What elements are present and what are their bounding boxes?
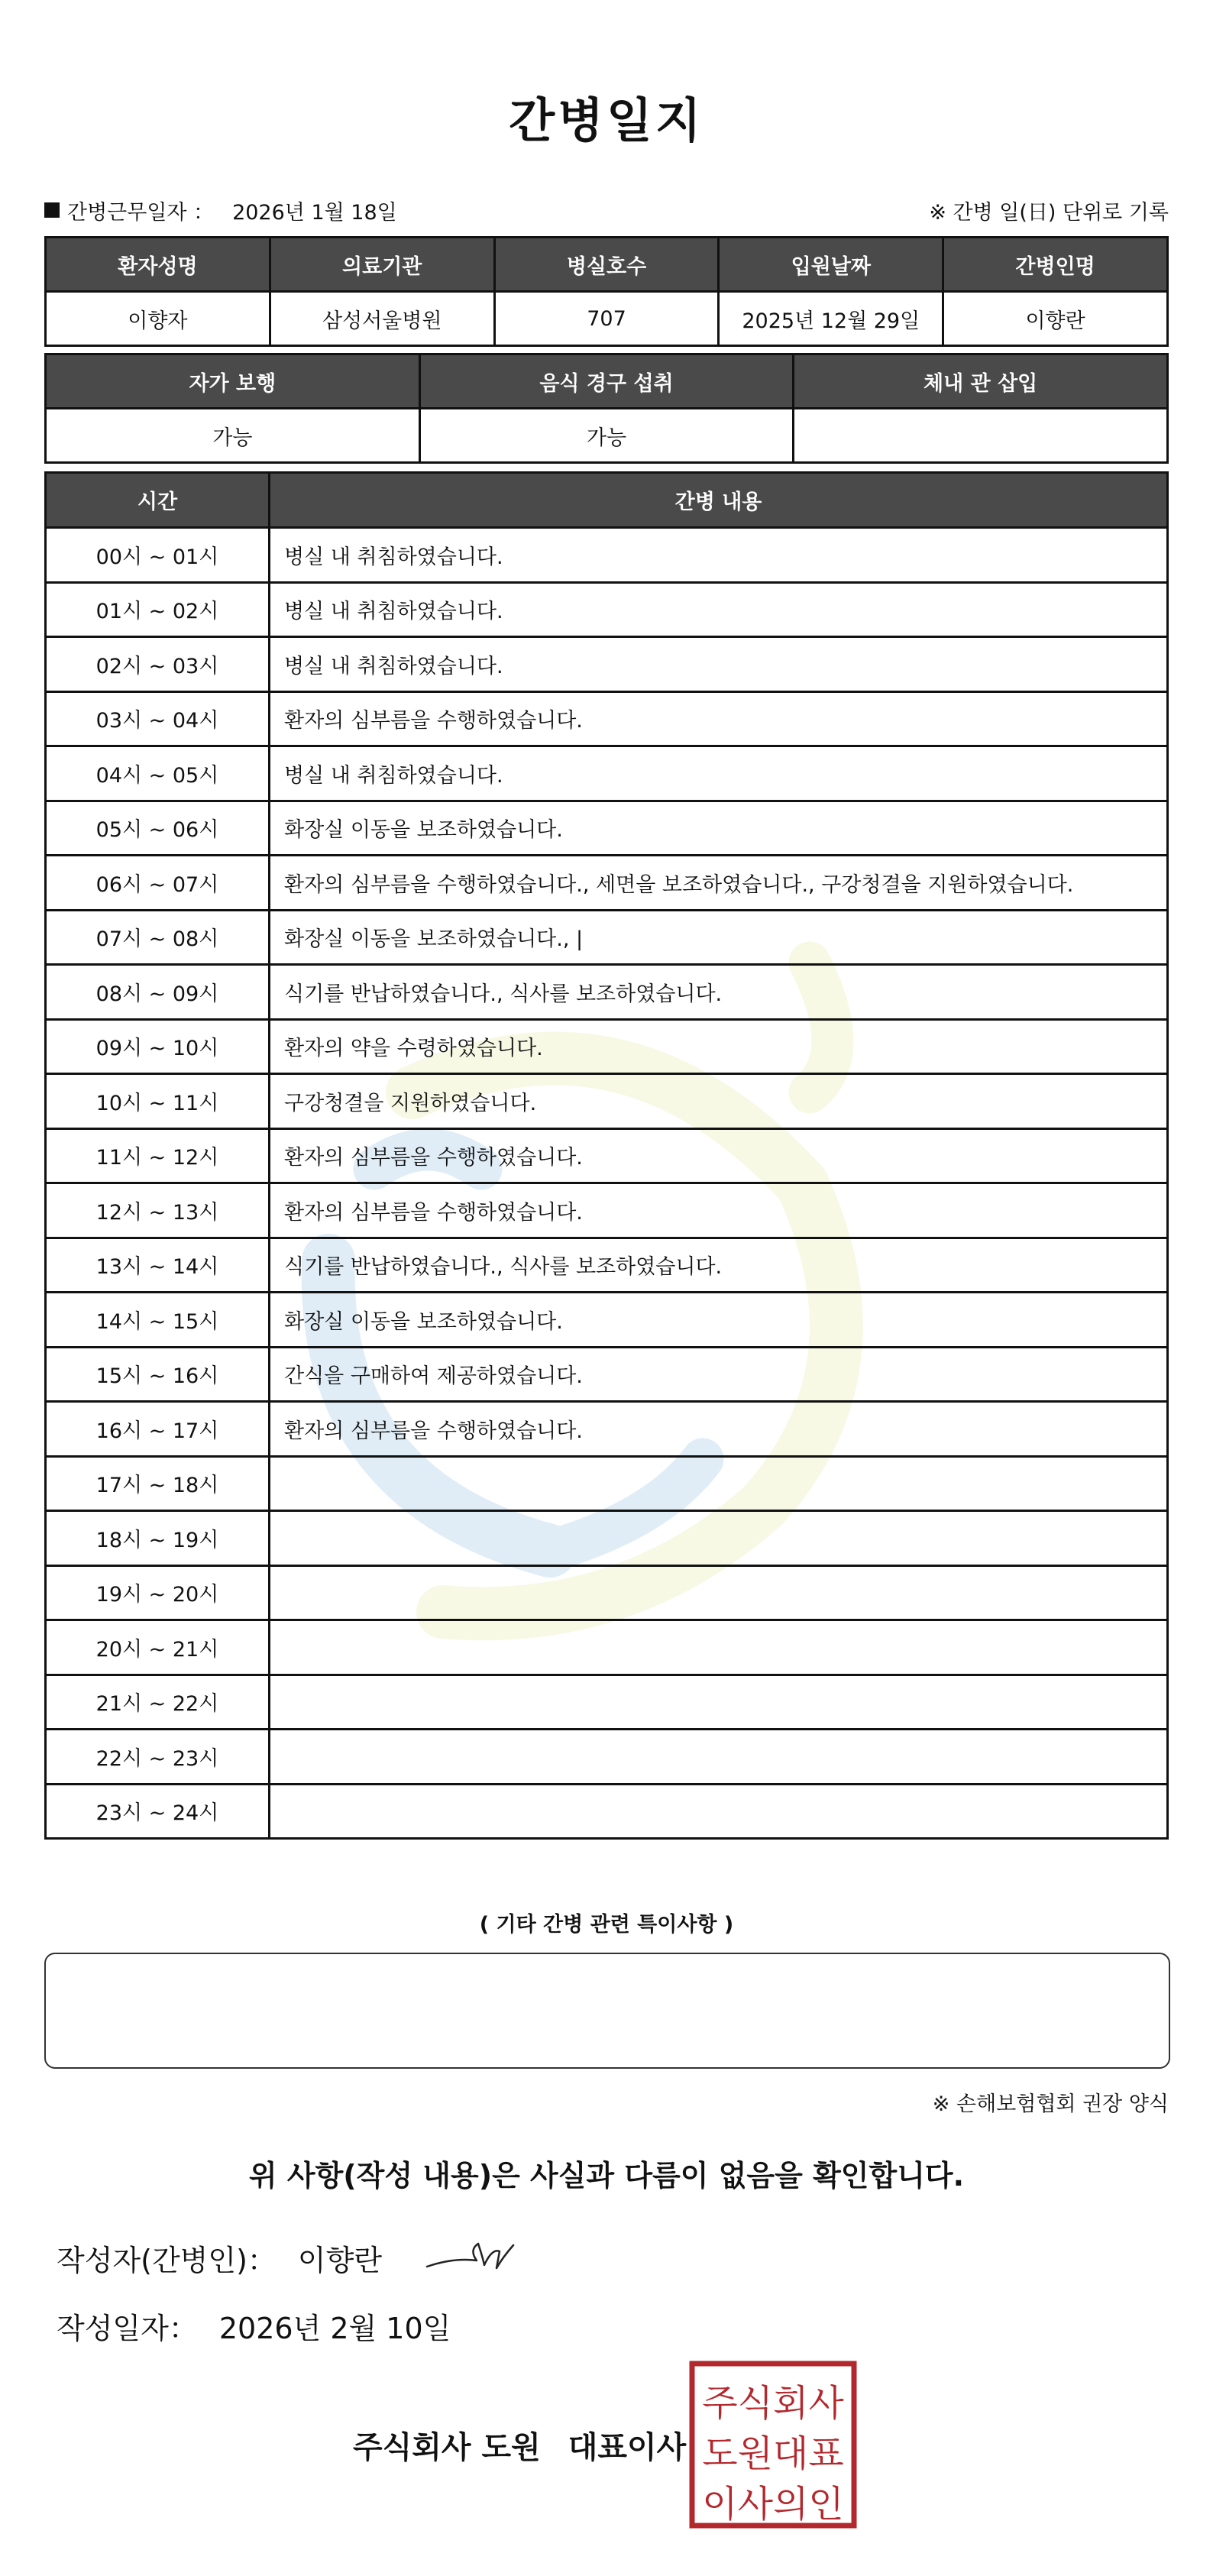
table-row <box>46 528 1168 583</box>
header-admission-date: 입원날짜 <box>719 238 943 292</box>
time-slot: 11시 ~ 12시 <box>46 1128 270 1183</box>
care-content: 구강청결을 지원하였습니다. <box>270 1074 1168 1129</box>
care-content: 간식을 구매하여 제공하였습니다. <box>270 1347 1168 1402</box>
care-content: 환자의 심부름을 수행하였습니다. <box>270 691 1168 746</box>
care-content: 환자의 심부름을 수행하였습니다. <box>270 1402 1168 1457</box>
work-date-value: 2026년 1월 18일 <box>232 200 397 225</box>
care-content: 병실 내 취침하였습니다. <box>270 637 1168 692</box>
table-row <box>46 691 1168 746</box>
care-content: 화장실 이동을 보조하였습니다., | <box>270 910 1168 965</box>
recommend-note: ※ 손해보험협회 권장 양식 <box>932 2092 1169 2116</box>
self-walking-value: 가능 <box>46 409 420 463</box>
table-row <box>46 1730 1168 1785</box>
company-title: 대표이사 <box>568 2430 687 2465</box>
ability-value-row <box>46 409 1168 463</box>
work-date <box>44 196 397 225</box>
table-row <box>46 910 1168 965</box>
care-content: 환자의 심부름을 수행하였습니다. <box>270 1183 1168 1238</box>
remarks-box <box>44 1953 1170 2069</box>
header-oral-intake: 음식 경구 섭취 <box>419 354 794 409</box>
care-content <box>270 1730 1168 1785</box>
care-content <box>270 1511 1168 1566</box>
time-slot: 17시 ~ 18시 <box>46 1456 270 1511</box>
header-room-number: 병실호수 <box>494 238 719 292</box>
header-care-content: 간병 내용 <box>270 473 1168 528</box>
document-title: 간병일지 <box>509 92 704 148</box>
seal-line-1: 주식회사 <box>702 2382 844 2425</box>
table-row <box>46 1456 1168 1511</box>
table-row <box>46 1293 1168 1348</box>
time-slot: 05시 ~ 06시 <box>46 801 270 856</box>
care-content: 식기를 반납하였습니다., 식사를 보조하였습니다. <box>270 1238 1168 1293</box>
time-slot: 01시 ~ 02시 <box>46 582 270 637</box>
patient-info-header-row <box>46 238 1168 292</box>
company-name: 주식회사 도원 <box>353 2430 541 2465</box>
record-note: ※ 간병 일(日) 단위로 기록 <box>929 200 1169 225</box>
table-row <box>46 1347 1168 1402</box>
header-hospital: 의료기관 <box>270 238 494 292</box>
table-row <box>46 1074 1168 1129</box>
time-slot: 10시 ~ 11시 <box>46 1074 270 1129</box>
writer-line <box>57 2235 522 2280</box>
time-slot: 04시 ~ 05시 <box>46 746 270 801</box>
table-row <box>46 1511 1168 1566</box>
patient-name: 이향자 <box>46 292 270 346</box>
time-slot: 18시 ~ 19시 <box>46 1511 270 1566</box>
work-date-row <box>44 195 1169 225</box>
table-row <box>46 1565 1168 1620</box>
work-date-label: 간병근무일자 ： <box>67 200 215 225</box>
care-content <box>270 1565 1168 1620</box>
signature-icon <box>423 2235 522 2280</box>
tube-insertion-value <box>794 409 1168 463</box>
table-row <box>46 965 1168 1020</box>
time-slot: 12시 ~ 13시 <box>46 1183 270 1238</box>
time-slot: 23시 ~ 24시 <box>46 1784 270 1839</box>
time-slot: 22시 ~ 23시 <box>46 1730 270 1785</box>
care-content: 병실 내 취침하였습니다. <box>270 746 1168 801</box>
time-slot: 21시 ~ 22시 <box>46 1675 270 1730</box>
care-log-header-row <box>46 473 1168 528</box>
caregiver-name: 이향란 <box>943 292 1168 346</box>
care-content: 식기를 반납하였습니다., 식사를 보조하였습니다. <box>270 965 1168 1020</box>
write-date-label: 작성일자： <box>57 2312 198 2345</box>
time-slot: 03시 ~ 04시 <box>46 691 270 746</box>
confirmation-statement: 위 사항(작성 내용)은 사실과 다름이 없음을 확인합니다. <box>248 2159 965 2193</box>
time-slot: 16시 ~ 17시 <box>46 1402 270 1457</box>
table-row <box>46 1128 1168 1183</box>
header-self-walking: 자가 보행 <box>46 354 420 409</box>
header-patient-name: 환자성명 <box>46 238 270 292</box>
table-row <box>46 856 1168 911</box>
hospital-name: 삼성서울병원 <box>270 292 494 346</box>
time-slot: 09시 ~ 10시 <box>46 1019 270 1074</box>
care-content <box>270 1620 1168 1675</box>
black-square-bullet-icon <box>44 202 60 218</box>
patient-info-value-row <box>46 292 1168 346</box>
time-slot: 07시 ~ 08시 <box>46 910 270 965</box>
care-content: 환자의 심부름을 수행하였습니다. <box>270 1128 1168 1183</box>
ability-header-row <box>46 354 1168 409</box>
company-signature <box>353 2423 686 2467</box>
table-row <box>46 637 1168 692</box>
table-row <box>46 1784 1168 1839</box>
care-content: 화장실 이동을 보조하였습니다. <box>270 1293 1168 1348</box>
table-row <box>46 746 1168 801</box>
table-row <box>46 1019 1168 1074</box>
table-row <box>46 1238 1168 1293</box>
company-seal-icon <box>689 2361 857 2529</box>
admission-date: 2025년 12월 29일 <box>719 292 943 346</box>
oral-intake-value: 가능 <box>419 409 794 463</box>
time-slot: 00시 ~ 01시 <box>46 528 270 583</box>
table-row <box>46 1402 1168 1457</box>
time-slot: 20시 ~ 21시 <box>46 1620 270 1675</box>
seal-line-3: 이사의인 <box>702 2483 844 2526</box>
care-content: 화장실 이동을 보조하였습니다. <box>270 801 1168 856</box>
writer-label: 작성자(간병인)： <box>57 2243 277 2277</box>
care-content: 병실 내 취침하였습니다. <box>270 528 1168 583</box>
header-caregiver-name: 간병인명 <box>943 238 1168 292</box>
care-log-table <box>44 471 1169 1840</box>
care-content: 환자의 약을 수령하였습니다. <box>270 1019 1168 1074</box>
care-content <box>270 1675 1168 1730</box>
remarks-title: ( 기타 간병 관련 특이사항 ) <box>479 1913 734 1937</box>
time-slot: 14시 ~ 15시 <box>46 1293 270 1348</box>
time-slot: 15시 ~ 16시 <box>46 1347 270 1402</box>
patient-info-table <box>44 236 1169 347</box>
write-date-line <box>57 2305 451 2347</box>
table-row <box>46 1675 1168 1730</box>
table-row <box>46 582 1168 637</box>
time-slot: 13시 ~ 14시 <box>46 1238 270 1293</box>
care-content <box>270 1456 1168 1511</box>
patient-ability-table <box>44 353 1169 464</box>
seal-line-2: 도원대표 <box>702 2432 844 2475</box>
care-content <box>270 1784 1168 1839</box>
table-row <box>46 1183 1168 1238</box>
care-content: 병실 내 취침하였습니다. <box>270 582 1168 637</box>
room-number: 707 <box>494 292 719 346</box>
write-date-value: 2026년 2월 10일 <box>218 2312 451 2345</box>
header-tube-insertion: 체내 관 삽입 <box>794 354 1168 409</box>
time-slot: 19시 ~ 20시 <box>46 1565 270 1620</box>
care-content: 환자의 심부름을 수행하였습니다., 세면을 보조하였습니다., 구강청결을 지원하였습니다. <box>270 856 1168 911</box>
time-slot: 02시 ~ 03시 <box>46 637 270 692</box>
writer-name: 이향란 <box>297 2243 383 2277</box>
header-time: 시간 <box>46 473 270 528</box>
time-slot: 06시 ~ 07시 <box>46 856 270 911</box>
time-slot: 08시 ~ 09시 <box>46 965 270 1020</box>
table-row <box>46 801 1168 856</box>
table-row <box>46 1620 1168 1675</box>
